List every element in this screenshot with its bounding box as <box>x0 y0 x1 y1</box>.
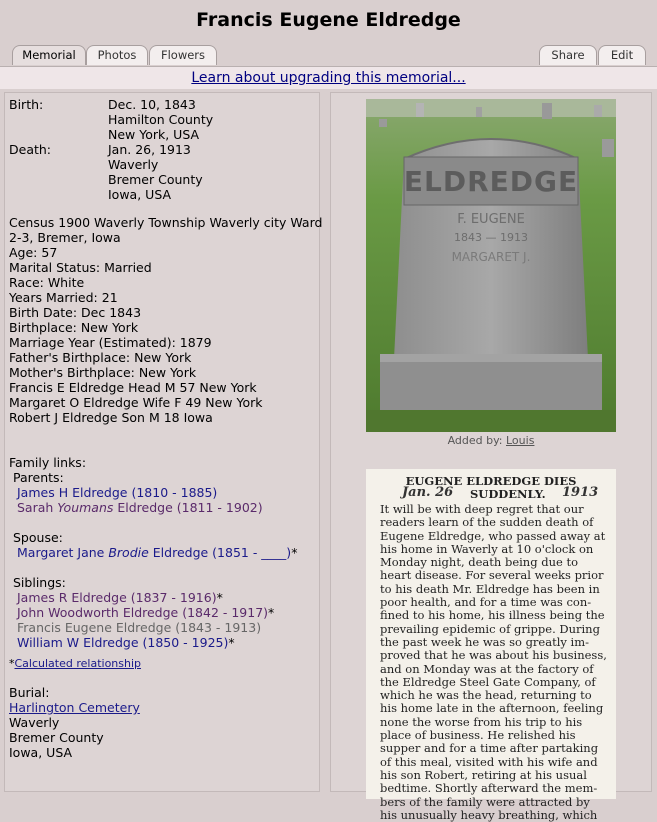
clip-line: place of business. He relished his <box>380 728 576 743</box>
death-city: Waverly <box>108 157 159 172</box>
bio-line: Father's Birthplace: New York <box>9 350 192 365</box>
upgrade-link[interactable]: Learn about upgrading this memorial... <box>191 70 466 86</box>
clip-line: Eugene Eldredge, who passed away at <box>380 528 606 543</box>
burial-info <box>9 685 319 760</box>
clip-line: his home late in the afternoon, feeling <box>380 701 604 716</box>
bio-line: Mother's Birthplace: New York <box>9 365 197 380</box>
mother-first-name: Sarah <box>17 500 58 515</box>
clip-line: of this meal, visited with his wife and <box>380 754 598 769</box>
spouse-link[interactable] <box>17 545 291 560</box>
clip-line: his unusually heavy breathing, which <box>380 807 598 822</box>
clip-line: proved that he was about his business, <box>380 648 607 663</box>
bio-line: Marriage Year (Estimated): 1879 <box>9 335 212 350</box>
tab-bar <box>0 45 657 66</box>
sibling-link[interactable]: William W Eldredge (1850 - 1925) <box>17 635 229 650</box>
clip-line: poor health, and for a time was con- <box>380 595 592 610</box>
parent-link-father[interactable]: James H Eldredge (1810 - 1885) <box>17 485 218 500</box>
bio-line: Age: 57 <box>9 245 58 260</box>
siblings-label: Siblings: <box>13 575 66 590</box>
spouse-first-name: Margaret Jane <box>17 545 109 560</box>
photo-panel <box>330 92 652 822</box>
parents-label: Parents: <box>13 470 64 485</box>
burial-label: Burial: <box>9 685 50 700</box>
page-title: Francis Eugene Eldredge <box>196 9 461 31</box>
birth-state: New York, USA <box>108 127 200 142</box>
clip-headline-1: EUGENE ELDREDGE DIES <box>405 474 577 488</box>
bio-line: Robert J Eldredge Son M 18 Iowa <box>9 410 213 425</box>
memorial-details <box>4 92 323 792</box>
burial-state: Iowa, USA <box>9 745 73 760</box>
birth-county: Hamilton County <box>108 112 214 127</box>
burial-city: Waverly <box>9 715 60 730</box>
tab-memorial[interactable]: Memorial <box>12 45 86 65</box>
family-links <box>9 455 319 671</box>
calculated-relationship-note <box>9 656 319 671</box>
upgrade-bar <box>0 66 657 89</box>
sibling-link[interactable]: James R Eldredge (1837 - 1916) <box>17 590 217 605</box>
death-row <box>9 142 319 202</box>
sibling-link[interactable]: John Woodworth Eldredge (1842 - 1917) <box>17 605 269 620</box>
stone-name: ELDREDGE <box>403 165 579 198</box>
clip-line: and on Monday was at the factory of <box>380 661 594 676</box>
clip-line: his home in Waverly at 10 o'clock on <box>380 541 594 556</box>
clip-year: 1913 <box>562 485 599 500</box>
tab-photos[interactable]: Photos <box>86 45 148 65</box>
sibling-calc-mark: * <box>268 605 275 620</box>
spouse-maiden-name: Brodie <box>108 545 149 560</box>
clip-line: It will be with deep regret that our <box>380 502 584 516</box>
clip-line: Monday night, death being due to <box>380 555 579 570</box>
cemetery-link[interactable]: Harlington Cemetery <box>9 700 140 715</box>
bio-line: 2-3, Bremer, Iowa <box>9 230 121 245</box>
bio-text <box>9 215 323 425</box>
tab-share[interactable]: Share <box>539 45 597 65</box>
birth-date: Dec. 10, 1843 <box>108 97 196 112</box>
clip-handwritten-date: Jan. 26 <box>402 485 454 500</box>
parent-link-mother[interactable] <box>17 500 263 515</box>
calculated-relationship-link[interactable]: Calculated relationship <box>14 657 142 670</box>
burial-county: Bremer County <box>9 730 104 745</box>
clip-line: supper and for a time after partaking <box>380 741 599 756</box>
sibling-calc-mark: * <box>216 590 223 605</box>
bio-line: Marital Status: Married <box>9 260 152 275</box>
family-links-heading: Family links: <box>9 455 87 470</box>
mother-rest: Eldredge (1811 - 1902) <box>113 500 263 515</box>
clip-headline-2: SUDDENLY. <box>470 487 546 501</box>
birth-label: Birth: <box>9 97 44 112</box>
clip-line: to his death Mr. Eldredge has been in <box>380 581 600 596</box>
bio-line: Race: White <box>9 275 85 290</box>
clip-line: fined to his home, his illness being the <box>380 608 605 623</box>
bio-line: Margaret O Eldredge Wife F 49 New York <box>9 395 263 410</box>
spouse-rest: Eldredge (1851 - ____) <box>148 545 292 560</box>
obituary-clipping[interactable] <box>366 469 616 822</box>
death-date: Jan. 26, 1913 <box>108 142 191 157</box>
gravestone-image <box>366 99 616 432</box>
mother-maiden-name: Youmans <box>57 500 114 515</box>
gravestone-photo[interactable] <box>366 99 616 432</box>
clip-line: bers of the family were attracted by <box>380 794 590 809</box>
death-state: Iowa, USA <box>108 187 172 202</box>
bio-line: Census 1900 Waverly Township Waverly city Ward <box>9 215 323 230</box>
stone-line1: F. EUGENE <box>457 212 525 227</box>
photo-caption <box>331 434 651 447</box>
bio-line: Years Married: 21 <box>9 290 118 305</box>
clip-line: the past week he was so greatly im- <box>380 634 590 649</box>
death-county: Bremer County <box>108 172 203 187</box>
bio-line: Francis E Eldredge Head M 57 New York <box>9 380 257 395</box>
clip-line: heart disease. For several weeks prior <box>380 568 604 583</box>
calc-star: * <box>9 657 15 670</box>
tab-edit[interactable]: Edit <box>598 45 646 65</box>
clip-body <box>366 501 616 822</box>
spouse-label: Spouse: <box>13 530 63 545</box>
stone-line2: 1843 — 1913 <box>454 231 528 244</box>
bio-line: Birthplace: New York <box>9 320 139 335</box>
clip-line: none the worse from his trip to his <box>380 714 583 729</box>
birth-row <box>9 97 319 142</box>
bio-line: Birth Date: Dec 1843 <box>9 305 142 320</box>
clip-line: readers learn of the sudden death of <box>380 515 594 530</box>
clip-line: which he was the head, returning to <box>380 688 592 703</box>
tab-flowers[interactable]: Flowers <box>149 45 217 65</box>
clip-line: prevailing epidemic of grippe. During <box>380 621 600 636</box>
death-label: Death: <box>9 142 52 157</box>
clip-line: his son Robert, retiring at his usual <box>380 767 587 782</box>
added-by-link[interactable]: Louis <box>506 434 535 447</box>
clip-line: bedtime. Shortly afterward the mem- <box>380 781 598 796</box>
sibling-self: Francis Eugene Eldredge (1843 - 1913) <box>17 620 262 635</box>
sibling-calc-mark: * <box>228 635 235 650</box>
caption-prefix: Added by: <box>447 434 506 447</box>
stone-line3: MARGARET J. <box>451 250 531 264</box>
spouse-calc-mark: * <box>291 545 298 560</box>
clip-line: the Eldredge Steel Gate Company, of <box>380 674 596 689</box>
